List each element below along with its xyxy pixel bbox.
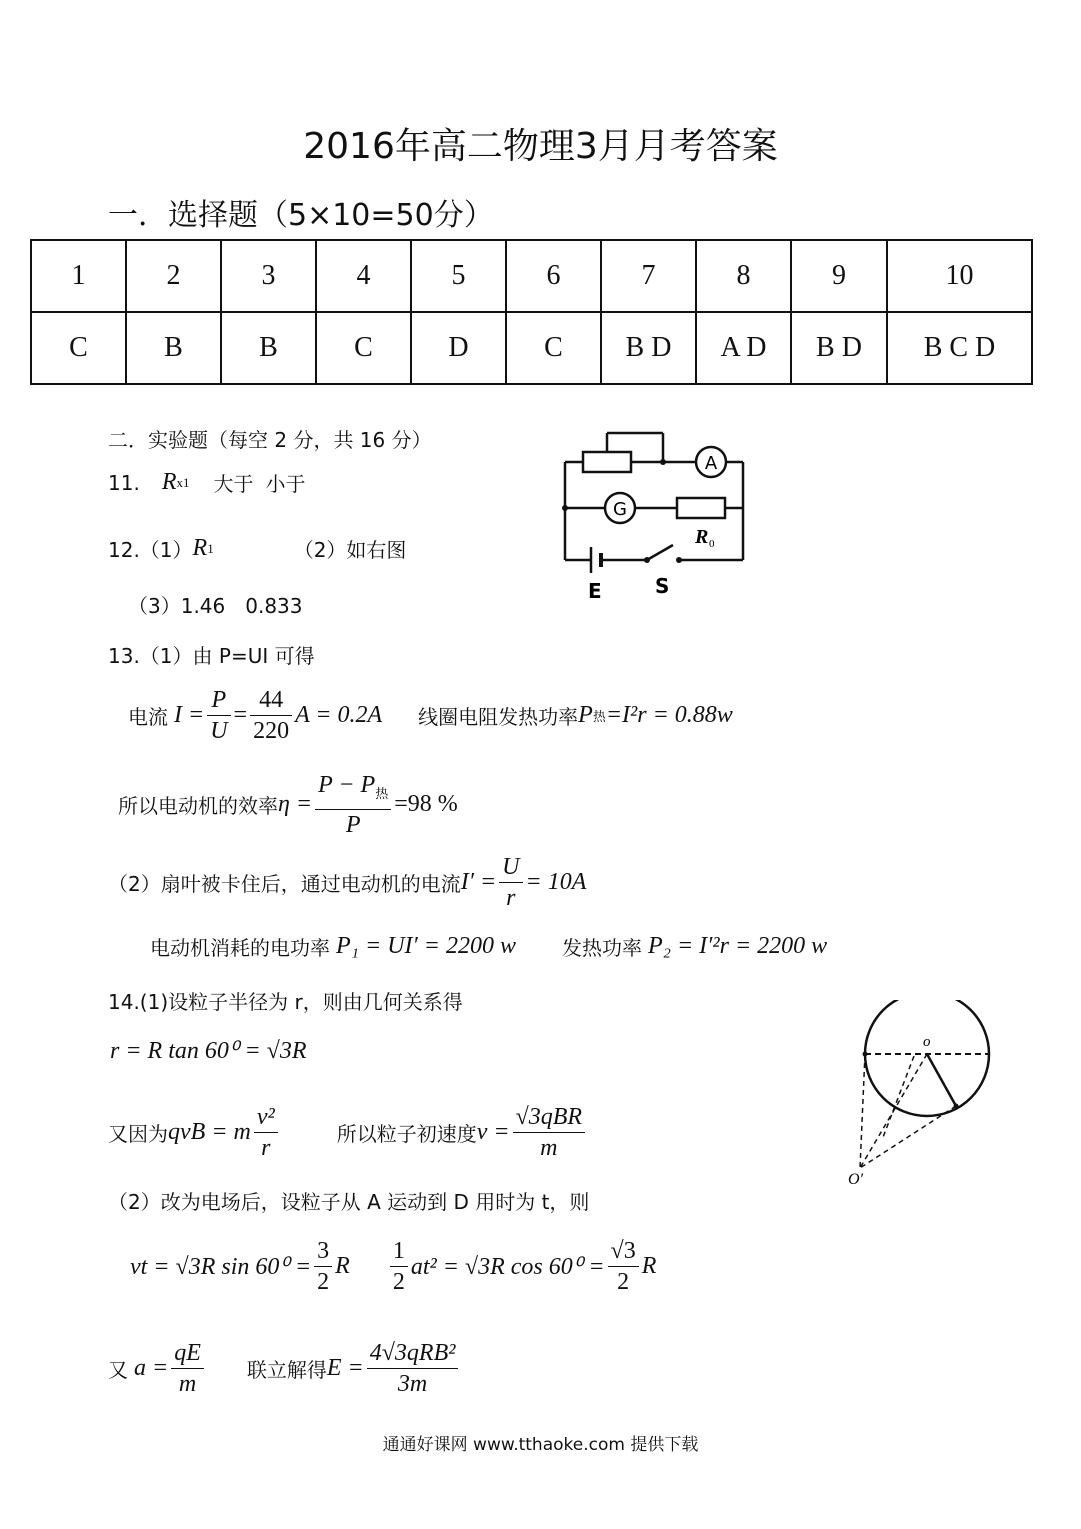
q13-current-result: A = 0.2A — [295, 702, 383, 728]
denominator: m — [540, 1135, 558, 1161]
question-number-row — [31, 240, 1032, 312]
q14-line5 — [130, 1236, 656, 1297]
question-number: 4 — [316, 240, 411, 312]
radius-line — [927, 1054, 956, 1106]
numerator: U — [499, 852, 522, 883]
numerator: 1 — [390, 1236, 408, 1267]
q14-label-also: 又 — [108, 1358, 128, 1382]
question-number: 2 — [126, 240, 221, 312]
numerator: qE — [171, 1338, 204, 1369]
q14-field-lhs: E = — [326, 1355, 364, 1381]
footer: 通通好课网 www.tthaoke.com 提供下载 — [382, 1435, 699, 1455]
denominator: U — [210, 718, 228, 744]
denominator: 2 — [392, 1269, 405, 1295]
q14-label-because: 又因为 — [108, 1122, 168, 1146]
q11-answer-b: 小于 — [265, 472, 306, 496]
answer-cell: B C D — [887, 312, 1032, 384]
dashed-line — [860, 1054, 865, 1168]
question-number: 9 — [791, 240, 887, 312]
q13-current-lhs: I = — [174, 702, 205, 728]
q13-efficiency-fraction — [315, 770, 391, 840]
q14-velocity-fraction — [513, 1102, 586, 1163]
q11-answer-a: 大于 — [213, 472, 254, 496]
q14-accel-lhs: a = — [134, 1355, 169, 1381]
q14-fraction-3-2 — [314, 1236, 332, 1297]
q14-line3 — [108, 1102, 588, 1163]
q13-stalled-fraction — [499, 852, 522, 913]
q13-power-eq: P₁ = UI′ = 2200 w — [336, 933, 516, 959]
q14-fraction-1-2 — [390, 1236, 408, 1297]
q13-line4 — [108, 852, 586, 913]
question-number: 1 — [31, 240, 126, 312]
numerator: 4√3qRB² — [367, 1338, 459, 1369]
q13-heat-result: =I²r = 0.88w — [605, 702, 733, 728]
page-title: 2016年高二物理3月月考答案 — [303, 126, 778, 167]
question-number: 10 — [887, 240, 1032, 312]
q14-force-fraction — [254, 1102, 278, 1163]
dashed-line — [882, 1056, 914, 1140]
answer-table — [30, 239, 1033, 385]
q14-line2: r = R tan 60⁰ = √3R — [110, 1038, 307, 1064]
answer-cell: A D — [696, 312, 791, 384]
numerator — [315, 770, 391, 810]
q13-line5 — [150, 932, 827, 961]
question-number: 8 — [696, 240, 791, 312]
question-number: 5 — [411, 240, 506, 312]
q11-symbol: R — [161, 469, 177, 495]
q14-fraction-sqrt3-2 — [608, 1236, 639, 1297]
q13-heat-sub: 热 — [592, 710, 606, 725]
point-dot — [954, 1104, 959, 1109]
point-dot — [863, 1052, 868, 1057]
q13-fraction-numbers — [250, 685, 292, 746]
q14-line1: 14.(1)设粒子半径为 r，则由几何关系得 — [108, 990, 463, 1014]
q13-label-power: 电动机消耗的电功率 — [150, 936, 330, 960]
numerator: √3 — [608, 1236, 639, 1267]
answer-cell: D — [411, 312, 506, 384]
ammeter-label: A — [704, 453, 718, 474]
q12-prefix: 12.（1） — [108, 538, 193, 562]
q12-part2: （2）如右图 — [293, 538, 407, 562]
denominator: 3m — [397, 1371, 428, 1397]
denominator: 220 — [253, 718, 290, 744]
q14-line4: （2）改为电场后，设粒子从 A 运动到 D 用时为 t，则 — [108, 1190, 590, 1214]
center-label: o — [923, 1034, 931, 1050]
q13-efficiency-result: =98 % — [394, 791, 458, 818]
answer-cell: C — [31, 312, 126, 384]
numerator: 44 — [250, 685, 292, 716]
q11-prefix: 11. — [108, 470, 140, 495]
answer-cell: B — [126, 312, 221, 384]
q12-sub: 1 — [207, 540, 214, 556]
denominator: 2 — [617, 1269, 630, 1295]
q13-heat2-eq: P₂ = I′²r = 2200 w — [647, 933, 828, 959]
section2-heading: 二．实验题（每空 2 分，共 16 分） — [108, 428, 432, 452]
q13-label-current: 电流 — [128, 705, 168, 729]
denominator: r — [506, 885, 516, 911]
junction-dot — [562, 505, 568, 511]
resistor-sub: 0 — [709, 538, 715, 550]
circuit-diagram — [555, 425, 755, 605]
numerator: v² — [254, 1102, 278, 1133]
denominator: 2 — [317, 1269, 330, 1295]
q13-label-stalled: （2）扇叶被卡住后，通过电动机的电流 — [108, 872, 461, 896]
q14-label-velocity: 所以粒子初速度 — [336, 1122, 477, 1146]
switch-label: S — [655, 574, 670, 598]
numerator-text: P − P — [318, 772, 376, 798]
numerator: √3qBR — [513, 1102, 586, 1133]
q14-velocity-lhs: v = — [476, 1119, 510, 1145]
q14-at-r: R — [641, 1253, 657, 1279]
q14-line6 — [108, 1338, 461, 1399]
answer-row — [31, 312, 1032, 384]
question-number: 3 — [221, 240, 316, 312]
q13-fraction-pu — [207, 685, 230, 746]
resistor-label: R — [695, 526, 709, 548]
answer-cell: B — [221, 312, 316, 384]
q13-stalled-result: = 10A — [525, 869, 587, 895]
answer-cell: B D — [791, 312, 887, 384]
q13-efficiency-lhs: η = — [278, 791, 313, 818]
junction-dot — [660, 459, 666, 465]
q14-vt-r: R — [335, 1253, 350, 1279]
equals: = — [233, 702, 248, 728]
q13-line3 — [118, 770, 458, 840]
answer-cell: B D — [601, 312, 696, 384]
answer-cell: C — [316, 312, 411, 384]
q13-label-efficiency: 所以电动机的效率 — [118, 794, 278, 819]
battery-label: E — [588, 579, 602, 603]
q12-symbol: R — [192, 535, 208, 561]
q14-accel-fraction — [171, 1338, 204, 1399]
q13-stalled-lhs: I′ = — [460, 869, 497, 895]
denominator: m — [178, 1371, 197, 1397]
q14-field-fraction — [367, 1338, 459, 1399]
point-label: O′ — [848, 1171, 864, 1188]
junction-dot — [676, 557, 682, 563]
q14-at-eq: at² = √3R cos 60⁰ = — [410, 1254, 605, 1280]
junction-dot — [644, 557, 650, 563]
q11-answer — [108, 468, 305, 497]
numerator-sub: 热 — [375, 785, 389, 801]
q12-part3: （3）1.46 0.833 — [128, 594, 303, 618]
denominator: P — [345, 811, 361, 838]
q13-heat-symbol: P — [578, 702, 593, 728]
q14-force-lhs: qvB = m — [168, 1119, 251, 1145]
q11-sub: x1 — [176, 474, 190, 490]
numerator: P — [207, 685, 230, 716]
q12-answer — [108, 534, 406, 563]
question-number: 7 — [601, 240, 696, 312]
q14-label-solve: 联立解得 — [246, 1358, 327, 1382]
q13-label-heat: 线圈电阻发热功率 — [418, 705, 579, 729]
q13-label-heat2: 发热功率 — [561, 936, 642, 960]
denominator: r — [261, 1135, 271, 1161]
question-number: 6 — [506, 240, 601, 312]
section1-heading: 一．选择题（5×10=50分） — [108, 198, 494, 233]
answer-cell: C — [506, 312, 601, 384]
q14-vt-eq: vt = √3R sin 60⁰ = — [130, 1254, 312, 1280]
q13-line2 — [128, 685, 733, 746]
q13-line1: 13.（1）由 P=UI 可得 — [108, 644, 315, 668]
galvanometer-label: G — [613, 499, 627, 520]
numerator: 3 — [314, 1236, 332, 1267]
field-circle — [865, 1000, 989, 1116]
geometry-diagram — [838, 1000, 1008, 1195]
